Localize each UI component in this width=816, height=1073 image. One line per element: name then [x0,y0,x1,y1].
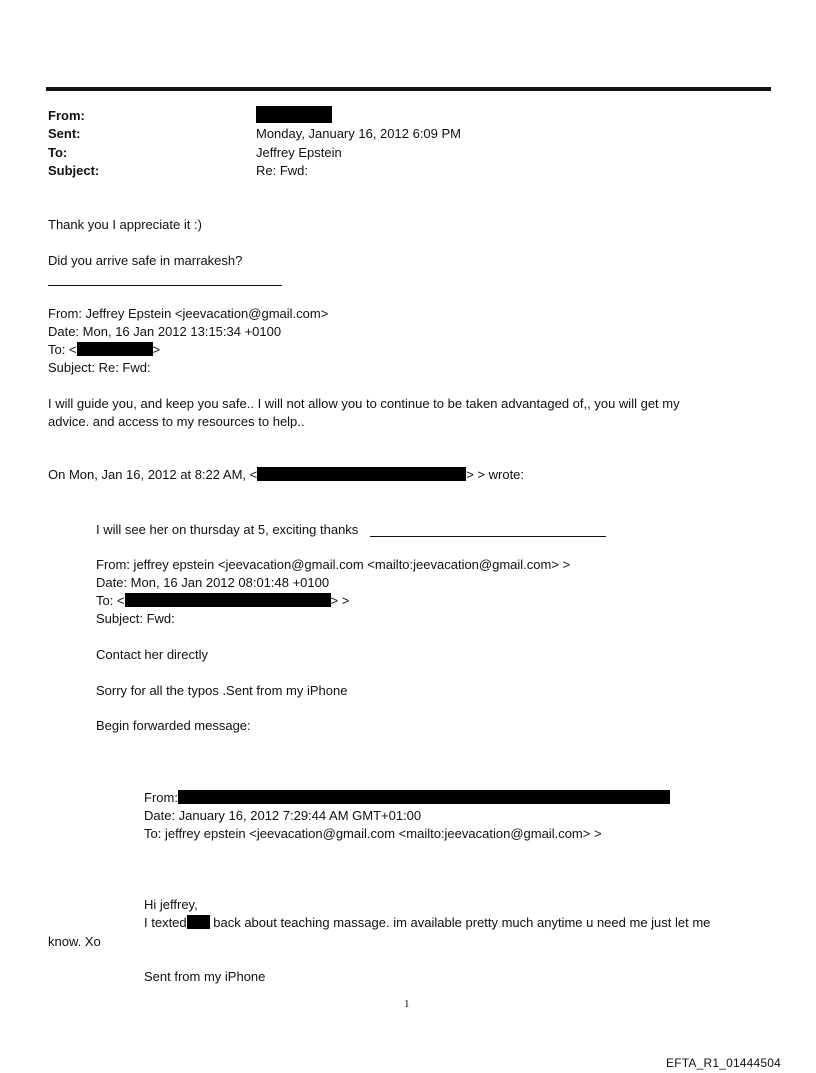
quoted1-to [48,342,160,358]
sent-value: Monday, January 16, 2012 6:09 PM [256,126,461,141]
subject-label: Subject: [48,163,100,178]
redacted-email [257,467,466,481]
header-rule [46,87,771,91]
quoted1-date: Date: Mon, 16 Jan 2012 13:15:34 +0100 [48,324,282,339]
forwarded-text [144,915,710,931]
quoted1-to-prefix: To: < [48,342,77,357]
redacted-sender [256,106,332,123]
forwarded-date: Date: January 16, 2012 7:29:44 AM GMT+01:00 [144,808,422,823]
quoted1-subject: Subject: Re: Fwd: [48,360,151,375]
separator-rule [48,285,282,286]
quoted2-body-3: Begin forwarded message: [96,718,251,733]
quoted2-body-1: Contact her directly [96,647,208,662]
wrote-suffix: > > wrote: [466,467,525,482]
quoted2-line-1: I will see her on thursday at 5, exciting thanks [96,522,359,537]
forwarded-from [144,790,670,806]
quoted1-body-line-1: I will guide you, and keep you safe.. I will not allow you to continue to be taken advantaged of,, you will get my [48,396,680,411]
redacted-name [187,915,210,929]
quoted2-body-2: Sorry for all the typos .Sent from my iPhone [96,683,348,698]
redacted-recipient-2 [125,593,331,607]
wrote-prefix: On Mon, Jan 16, 2012 at 8:22 AM, < [48,467,258,482]
quoted1-from: From: Jeffrey Epstein <jeevacation@gmail.com> [48,306,329,321]
quoted2-to-suffix: > > [330,593,350,608]
reply-line-2: Did you arrive safe in marrakesh? [48,253,243,268]
quoted2-to-prefix: To: < [96,593,125,608]
forwarded-text-prefix: I texted [144,915,187,930]
subject-value: Re: Fwd: [256,163,309,178]
to-label: To: [48,145,68,160]
quoted1-wrote-line [48,467,524,483]
forwarded-greeting: Hi jeffrey, [144,897,198,912]
quoted2-subject: Subject: Fwd: [96,611,175,626]
quoted2-from: From: jeffrey epstein <jeevacation@gmail.com <mailto:jeevacation@gmail.com> > [96,557,571,572]
redacted-forwarded-sender [178,790,670,804]
redacted-recipient [77,342,153,356]
document-id: EFTA_R1_01444504 [666,1056,782,1070]
quoted1-to-suffix: > [152,342,161,357]
forwarded-text-wrap: know. Xo [48,934,101,949]
forwarded-to: To: jeffrey epstein <jeevacation@gmail.com <mailto:jeevacation@gmail.com> > [144,826,602,841]
page-number: 1 [404,998,410,1010]
quoted2-to [96,593,349,609]
forwarded-from-label: From: [144,790,178,805]
reply-line-1: Thank you I appreciate it :) [48,217,202,232]
sent-label: Sent: [48,126,81,141]
quoted2-date: Date: Mon, 16 Jan 2012 08:01:48 +0100 [96,575,330,590]
forwarded-text-suffix: back about teaching massage. im available pretty much anytime u need me just let me [209,915,711,930]
to-value: Jeffrey Epstein [256,145,342,160]
forwarded-signature: Sent from my iPhone [144,969,266,984]
from-label: From: [48,108,85,123]
quoted1-body-line-2: advice. and access to my resources to help.. [48,414,305,429]
quoted2-rule [370,536,606,537]
